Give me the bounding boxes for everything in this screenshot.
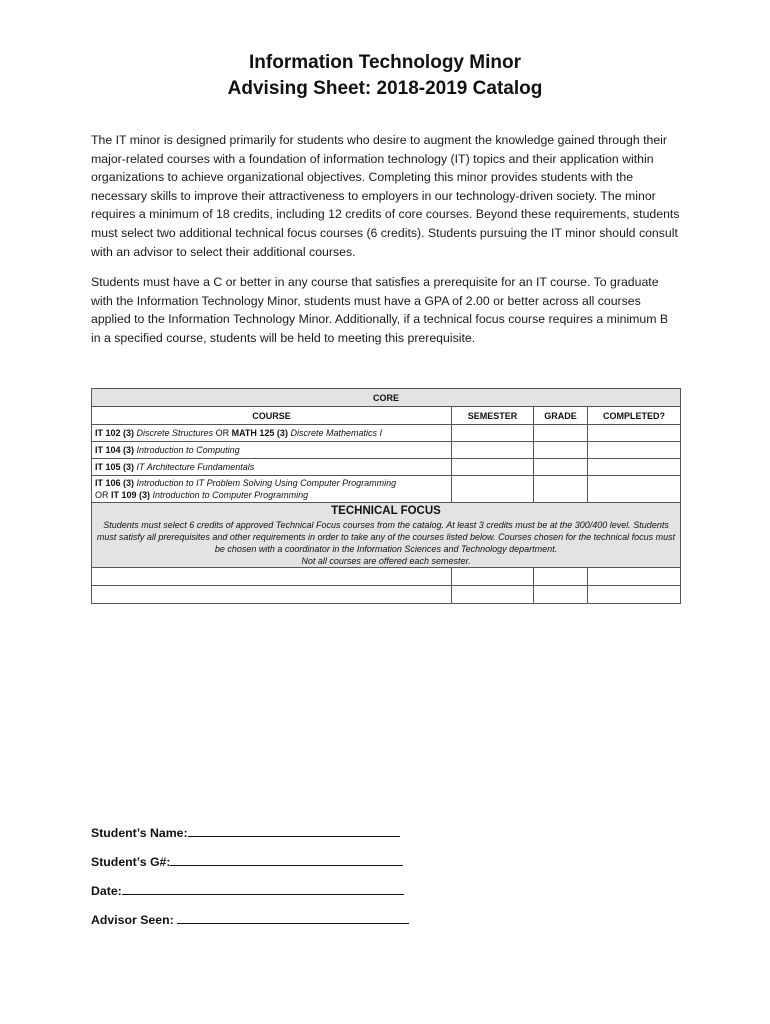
technical-focus-cell (92, 503, 681, 568)
core-header: CORE (92, 389, 681, 407)
title-line-1: Information Technology Minor (249, 52, 521, 73)
completed-cell[interactable] (588, 568, 681, 586)
grade-cell[interactable] (534, 586, 588, 604)
course-title: Introduction to IT Problem Solving Using Computer Programming (136, 478, 397, 488)
technical-focus-availability: Not all courses are offered each semester. (301, 556, 471, 566)
semester-cell[interactable] (452, 459, 534, 476)
completed-cell[interactable] (588, 586, 681, 604)
technical-focus-note: Students must select 6 credits of approved Technical Focus courses from the catalog. At least 3 credits must be at the 300/400 level. Students must satisfy all prerequisites and other requirements in order to take any of the courses listed below. Courses chosen for the technical focus must be chosen with a coordinator in the Information Sciences and Technology department. (96, 520, 676, 554)
completed-cell[interactable] (588, 425, 681, 442)
course-cell (92, 425, 452, 442)
course-code: IT 102 (3) (95, 428, 135, 438)
requirements-paragraph: Students must have a C or better in any course that satisfies a prerequisite for an IT course. To graduate with the Information Technology Minor, students must have a GPA of 2.00 or better across all courses applied to the Information Technology Minor. Additionally, if a technical focus course requires a minimum B in a specified course, students will be held to meeting this prerequisite. (91, 275, 669, 345)
column-grade: GRADE (534, 407, 588, 425)
grade-cell[interactable] (534, 459, 588, 476)
table-row (92, 459, 681, 476)
course-code: IT 105 (3) (95, 462, 135, 472)
advisor-field[interactable] (91, 910, 409, 927)
student-name-label: Student’s Name: (91, 826, 188, 840)
student-gnum-field[interactable] (91, 852, 403, 869)
technical-focus-header: TECHNICAL FOCUS (331, 505, 441, 517)
student-name-field[interactable] (91, 823, 400, 840)
student-name-line[interactable] (188, 823, 400, 837)
course-title: Discrete Structures (136, 428, 214, 438)
semester-cell[interactable] (452, 442, 534, 459)
semester-cell[interactable] (452, 476, 534, 503)
or-text: OR (215, 428, 230, 438)
core-header-row (92, 389, 681, 407)
course-cell[interactable] (92, 586, 452, 604)
column-semester: SEMESTER (452, 407, 534, 425)
student-gnum-label: Student’s G#: (91, 855, 171, 869)
course-title-alt: Introduction to Computer Programming (152, 490, 309, 500)
advisor-line[interactable] (177, 910, 409, 924)
course-code-alt: IT 109 (3) (111, 490, 151, 500)
course-title: IT Architecture Fundamentals (136, 462, 255, 472)
column-completed: COMPLETED? (588, 407, 681, 425)
completed-cell[interactable] (588, 476, 681, 503)
course-cell[interactable] (92, 568, 452, 586)
intro-paragraph: The IT minor is designed primarily for students who desire to augment the knowledge gained through their major-related courses with a foundation of information technology (IT) topics and their application within organizations to achieve organizational objectives. Completing this minor provides students with the necessary skills to improve their attractiveness to employers in our technology-driven society. The minor requires a minimum of 18 credits, including 12 credits of core courses. Beyond these requirements, students must select two additional technical focus courses (6 credits). Students pursuing the IT minor should consult with an advisor to select their additional courses. (91, 133, 680, 259)
document-title (0, 50, 770, 102)
semester-cell[interactable] (452, 425, 534, 442)
completed-cell[interactable] (588, 442, 681, 459)
table-row (92, 425, 681, 442)
grade-cell[interactable] (534, 442, 588, 459)
course-cell (92, 476, 452, 503)
completed-cell[interactable] (588, 459, 681, 476)
course-cell (92, 442, 452, 459)
or-text: OR (95, 490, 109, 500)
course-code: IT 106 (3) (95, 478, 135, 488)
course-code-alt: MATH 125 (3) (231, 428, 288, 438)
grade-cell[interactable] (534, 476, 588, 503)
title-line-2: Advising Sheet: 2018-2019 Catalog (227, 78, 543, 99)
student-gnum-line[interactable] (170, 852, 403, 866)
column-course: COURSE (92, 407, 452, 425)
table-row (92, 442, 681, 459)
table-row (92, 568, 681, 586)
course-title: Introduction to Computing (136, 445, 240, 455)
column-header-row (92, 407, 681, 425)
semester-cell[interactable] (452, 586, 534, 604)
table-row (92, 476, 681, 503)
date-field[interactable] (91, 881, 404, 898)
advisor-label: Advisor Seen: (91, 913, 174, 927)
course-code: IT 104 (3) (95, 445, 135, 455)
date-line[interactable] (122, 881, 404, 895)
table-row (92, 586, 681, 604)
date-label: Date: (91, 884, 122, 898)
technical-focus-row (92, 503, 681, 568)
semester-cell[interactable] (452, 568, 534, 586)
course-table (91, 388, 681, 604)
course-title-alt: Discrete Mathematics I (290, 428, 382, 438)
grade-cell[interactable] (534, 568, 588, 586)
grade-cell[interactable] (534, 425, 588, 442)
course-cell (92, 459, 452, 476)
